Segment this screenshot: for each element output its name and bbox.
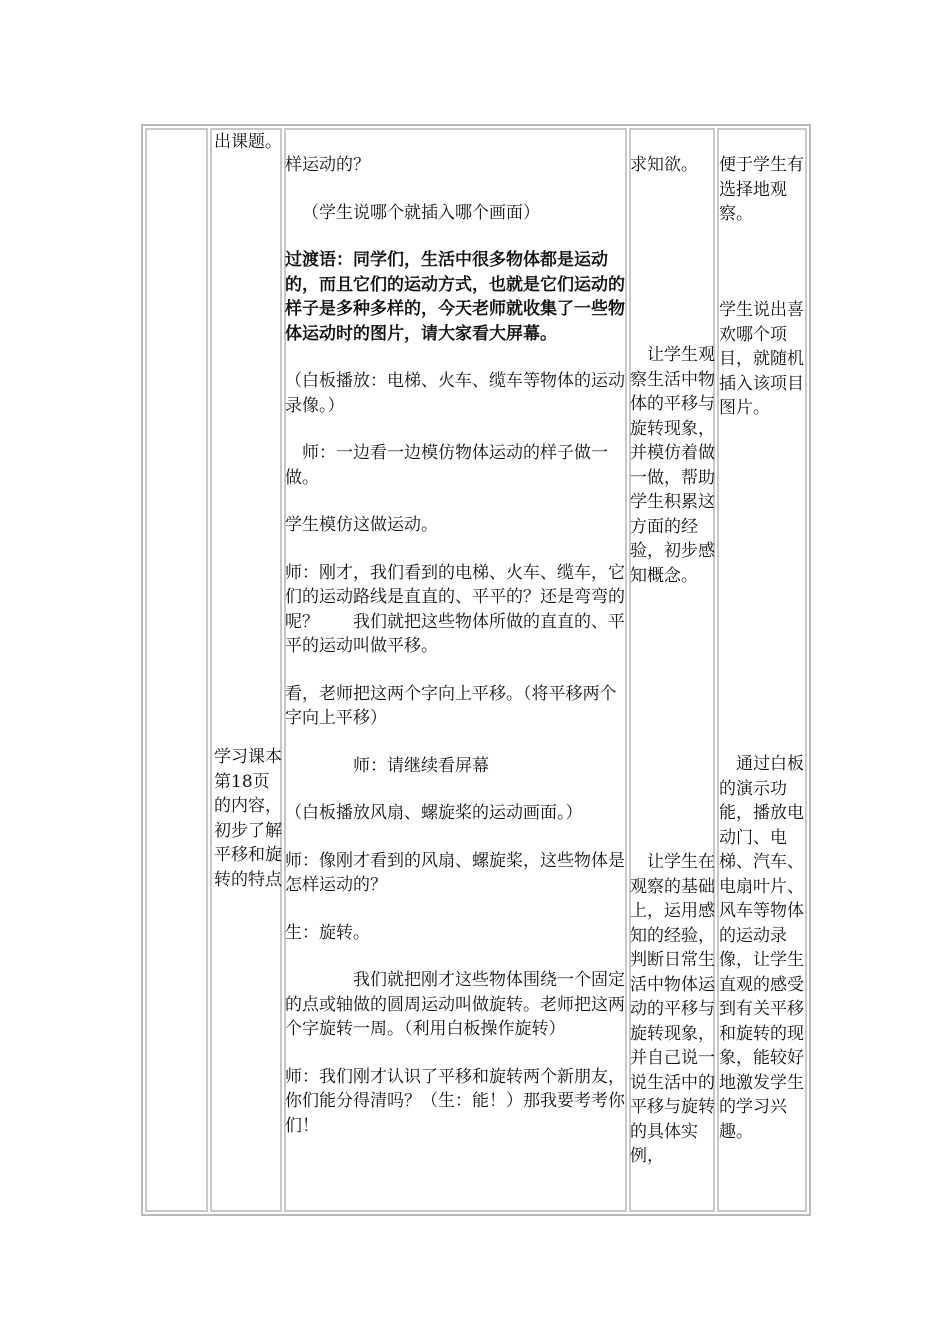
col3-para-12: 生：旋转。 xyxy=(285,922,370,943)
col3-para-9: 师：请继续看屏幕 xyxy=(353,755,489,776)
col5-text-c: 通过白板的演示功能，播放电动门、电梯、汽车、电扇叶片、风车等物体的运动录像，让学生直观的感受到有关平移和旋转的现象，能较好地激发学生的学习兴趣。 xyxy=(719,754,804,1142)
col3-para-14: 师：我们刚才认识了平移和旋转两个新朋友，你们能分得清吗？（生：能！）那我要考考你们！ xyxy=(285,1066,625,1136)
table-column-2 xyxy=(210,128,282,1212)
col3-para-2: （学生说哪个就插入哪个画面） xyxy=(302,202,540,223)
col3-para-8: 看，老师把这两个字向上平移。（将平移两个字向上平移） xyxy=(285,683,617,728)
col3-para-4: （白板播放：电梯、火车、缆车等物体的运动录像。） xyxy=(285,371,625,416)
col4-text-a: 求知欲。 xyxy=(630,155,698,175)
col3-para-10: （白板播放风扇、螺旋桨的运动画面。） xyxy=(285,803,583,823)
col3-para-3: 过渡语：同学们，生活中很多物体都是运动的，而且它们的运动方式，也就是它们运动的样子是多种多样的，今天老师就收集了一些物体运动时的图片，请大家看大屏幕。 xyxy=(285,250,625,344)
col3-para-6: 学生模仿这做运动。 xyxy=(285,515,438,535)
col5-text-a: 便于学生有选择地观察。 xyxy=(719,155,804,224)
col4-text-c: 让学生在观察的基础上，运用感知的经验，判断日常生活中物体运动的平移与旋转现象，并自己说一说生活中的平移与旋转的具体实例， xyxy=(630,852,715,1166)
col4-text-b: 让学生观察生活中物体的平移与旋转现象，并模仿着做一做，帮助学生积累这方面的经验，初步感知概念。 xyxy=(630,345,715,586)
table-column-1 xyxy=(145,128,208,1212)
col3-para-1: 样运动的？ xyxy=(285,155,370,175)
col3-para-13: 我们就把刚才这些物体围绕一个固定的点或轴做的圆周运动叫做旋转。老师把这两个字旋转一周。（利用白板操作旋转） xyxy=(285,970,625,1039)
col3-content xyxy=(285,153,627,1161)
col2-top-text: 出课题。 xyxy=(214,132,282,152)
col3-para-7: 师：刚才，我们看到的电梯、火车、缆车，它们的运动路线是直直的、平平的？还是弯弯的呢？ 我们就把这些物体所做的直直的、平平的运动叫做平移。 xyxy=(285,562,625,656)
col5-text-b: 学生说出喜欢哪个项目，就随机插入该项目图片。 xyxy=(719,300,804,418)
col3-para-5: 师：一边看一边模仿物体运动的样子做一做。 xyxy=(285,443,608,488)
col3-para-11: 师：像刚才看到的风扇、螺旋桨，这些物体是怎样运动的？ xyxy=(285,850,625,895)
col2-objective: 学习课本第18页的内容，初步了解平移和旋转的特点 xyxy=(214,747,282,890)
